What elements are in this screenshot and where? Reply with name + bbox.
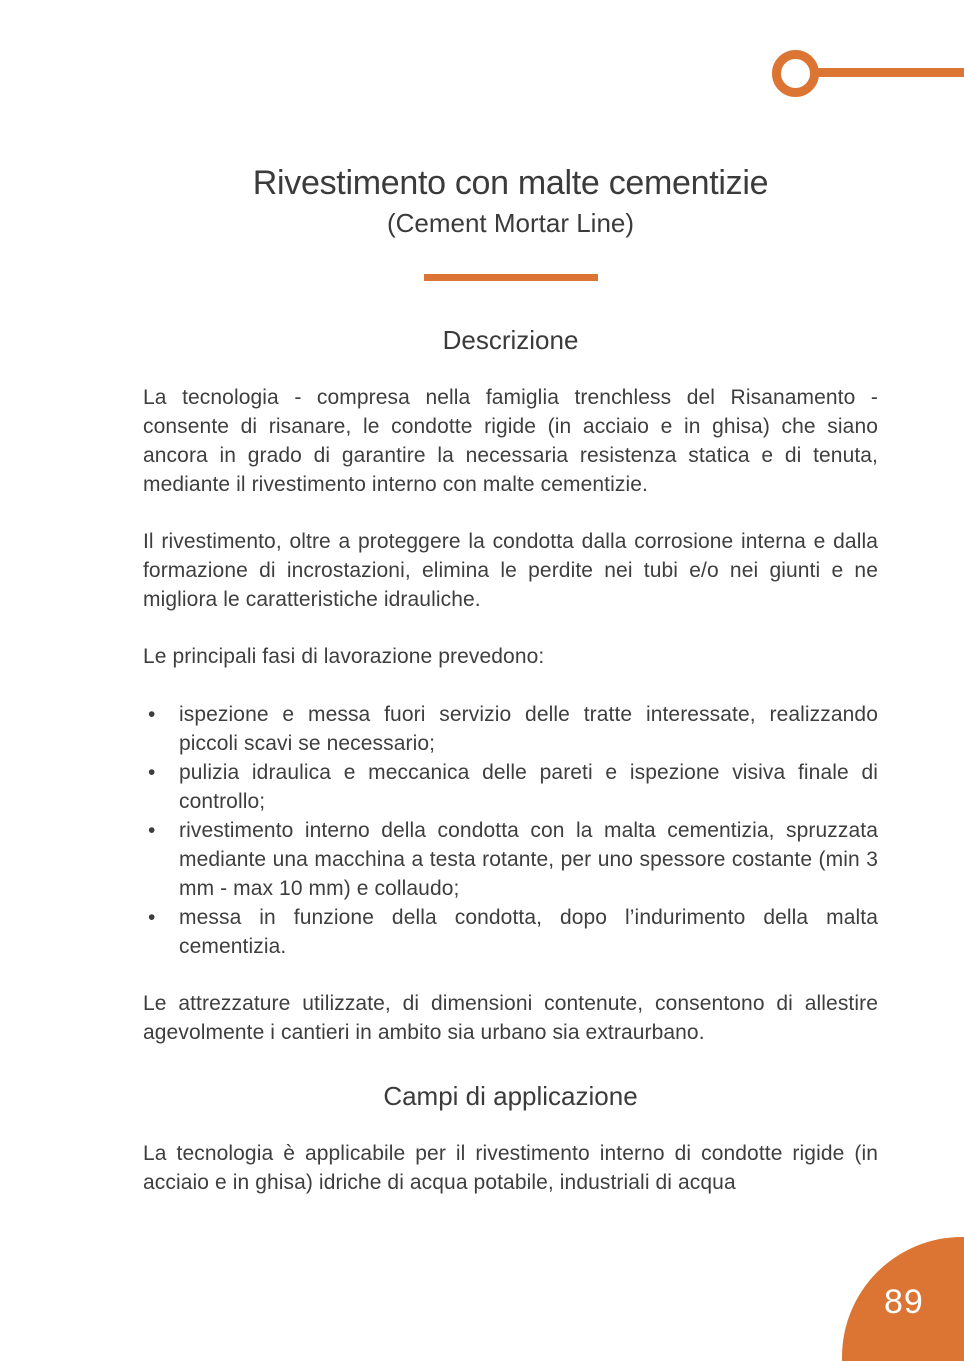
bullet-icon: • [148, 906, 156, 929]
list-item-text: ispezione e messa fuori servizio delle tratte interessate, realizzando piccoli scavi se necessario; [179, 703, 878, 755]
paragraph-description-3: Le principali fasi di lavorazione prevedono: [143, 645, 545, 668]
bullet-icon: • [148, 761, 156, 784]
section-heading-campi-di-applicazione: Campi di applicazione [383, 1081, 638, 1111]
page-number: 89 [884, 1283, 924, 1321]
list-item [143, 903, 878, 961]
page-number-badge [842, 1237, 964, 1361]
list-item [143, 816, 878, 903]
process-steps-list [143, 700, 878, 961]
paragraph-description-4: Le attrezzature utilizzate, di dimensioni contenute, consentono di allestire agevolmente i cantieri in ambito sia urbano sia extraurbano. [143, 992, 878, 1044]
paragraph-description-1: La tecnologia - compresa nella famiglia trenchless del Risanamento - consente di risanare, le condotte rigide (in acciaio e in ghisa) che siano ancora in grado di garantire la necessaria resistenza statica e di tenuta, mediante il rivestimento interno con malte cementizie. [143, 386, 878, 496]
title-divider [424, 274, 598, 281]
list-item [143, 700, 878, 758]
bullet-icon: • [148, 703, 156, 726]
page-subtitle: (Cement Mortar Line) [386, 208, 635, 238]
bullet-icon: • [148, 819, 156, 842]
section-heading-descrizione: Descrizione [442, 325, 579, 355]
paragraph-description-2: Il rivestimento, oltre a proteggere la condotta dalla corrosione interna e dalla formazione di incrostazioni, elimina le perdite nei tubi e/o nei giunti e ne migliora le caratteristiche idrauliche. [143, 530, 878, 611]
paragraph-application-1: La tecnologia è applicabile per il rivestimento interno di condotte rigide (in acciaio e in ghisa) idriche di acqua potabile, industriali di acqua [143, 1142, 878, 1194]
list-item [143, 758, 878, 816]
list-item-text: pulizia idraulica e meccanica delle pareti e ispezione visiva finale di controllo; [179, 761, 878, 813]
content-column [143, 0, 878, 1197]
list-item-text: rivestimento interno della condotta con la malta cementizia, spruzzata mediante una macchina a testa rotante, per uno spessore costante (min 3 mm - max 10 mm) e collaudo; [179, 819, 878, 900]
list-item-text: messa in funzione della condotta, dopo l’indurimento della malta cementizia. [179, 906, 878, 958]
page-title: Rivestimento con malte cementizie [252, 164, 769, 202]
